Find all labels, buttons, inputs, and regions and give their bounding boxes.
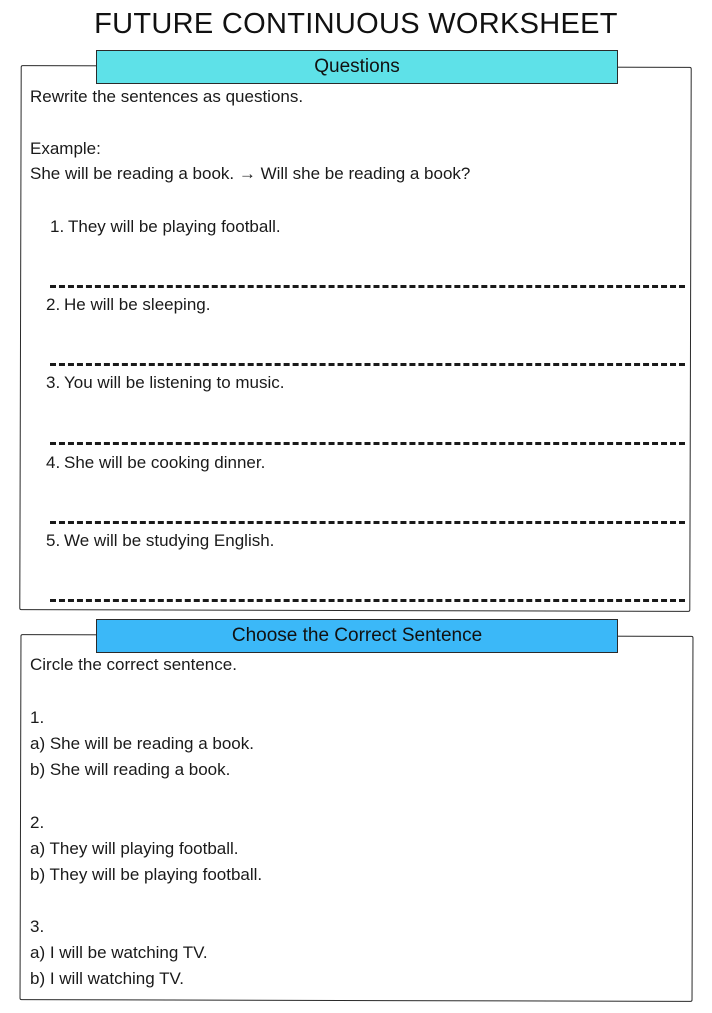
- answer-line[interactable]: [50, 521, 685, 524]
- question-item: [50, 217, 281, 237]
- answer-line[interactable]: [50, 285, 685, 288]
- questions-banner: [96, 50, 618, 84]
- choose-heading: Choose the Correct Sentence: [231, 625, 483, 646]
- choose-instruction: Circle the correct sentence.: [30, 655, 237, 674]
- answer-line[interactable]: [50, 599, 685, 602]
- option-a[interactable]: a) She will be reading a book.: [30, 734, 254, 753]
- question-text: She will be cooking dinner.: [64, 453, 266, 472]
- question-text: He will be sleeping.: [64, 295, 211, 314]
- option-b[interactable]: b) She will reading a book.: [30, 760, 231, 779]
- questions-heading: Questions: [314, 56, 400, 77]
- group-number: 1.: [30, 708, 45, 727]
- answer-line[interactable]: [50, 363, 685, 366]
- example-text: She will be reading a book. → Will she be reading a book?: [30, 164, 471, 183]
- question-item: [46, 531, 274, 551]
- group-number: 2.: [30, 813, 45, 832]
- option-a[interactable]: a) They will playing football.: [30, 839, 239, 858]
- question-number: 4.: [46, 453, 61, 472]
- option-a[interactable]: a) I will be watching TV.: [30, 943, 208, 962]
- question-text: We will be studying English.: [64, 531, 275, 550]
- page-title: FUTURE CONTINUOUS WORKSHEET: [94, 8, 618, 40]
- question-number: 3.: [46, 373, 61, 392]
- questions-panel: [19, 65, 691, 612]
- question-number: 5.: [46, 531, 61, 550]
- question-text: You will be listening to music.: [64, 373, 285, 392]
- question-text: They will be playing football.: [68, 217, 281, 236]
- option-b[interactable]: b) They will be playing football.: [30, 865, 263, 884]
- question-number: 1.: [50, 217, 65, 236]
- choose-banner: [96, 619, 618, 653]
- question-item: [46, 295, 210, 315]
- answer-line[interactable]: [50, 442, 685, 445]
- example-label: Example:: [30, 139, 101, 158]
- question-item: [46, 453, 265, 473]
- group-number: 3.: [30, 917, 45, 936]
- option-b[interactable]: b) I will watching TV.: [30, 969, 185, 988]
- question-item: [46, 373, 285, 393]
- question-number: 2.: [46, 295, 61, 314]
- instruction-text: Rewrite the sentences as questions.: [30, 87, 304, 106]
